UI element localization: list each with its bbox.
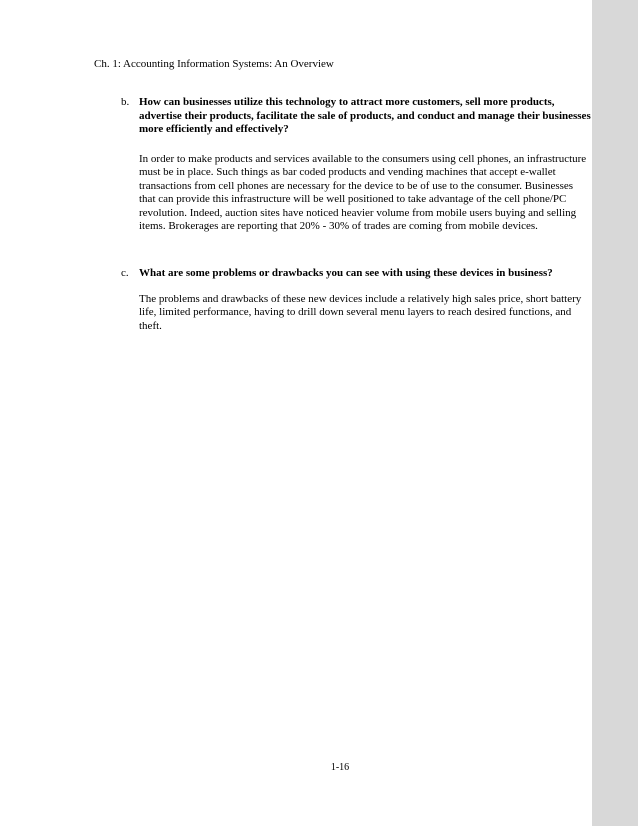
chapter-header: Ch. 1: Accounting Information Systems: An Overview: [94, 58, 334, 70]
item-content: [139, 96, 591, 234]
item-content: [139, 267, 591, 333]
question-item-c: [121, 267, 591, 333]
question-text: What are some problems or drawbacks you can see with using these devices in business?: [139, 267, 553, 279]
answer-text: In order to make products and services available to the consumers using cell phones, an infrastructure must be in place. Such things as bar coded products and vending machines that accept e-wallet transactions from cell phones are necessary for the device to be of use to the consumer. Businesses that can provide this infrastructure will be well positioned to take advantage of the cell phone/PC revolution. Indeed, auction sites have noticed heavier volume from mobile users buying and selling items. Brokerages are reporting that 20% - 30% of trades are coming from mobile devices.: [139, 152, 587, 232]
question-text: How can businesses utilize this technology to attract more customers, sell more products, advertise their products, facilitate the sale of products, and conduct and manage their businesses more efficiently and effectively?: [139, 96, 591, 135]
page-number: 1-16: [330, 762, 350, 773]
margin-sidebar: [592, 0, 638, 826]
item-marker: b.: [121, 96, 130, 108]
answer-text: The problems and drawbacks of these new devices include a relatively high sales price, short battery life, limited performance, having to drill down several menu layers to reach desired functions, and theft.: [139, 292, 582, 332]
item-marker: c.: [121, 267, 129, 279]
question-item-b: [121, 96, 591, 234]
